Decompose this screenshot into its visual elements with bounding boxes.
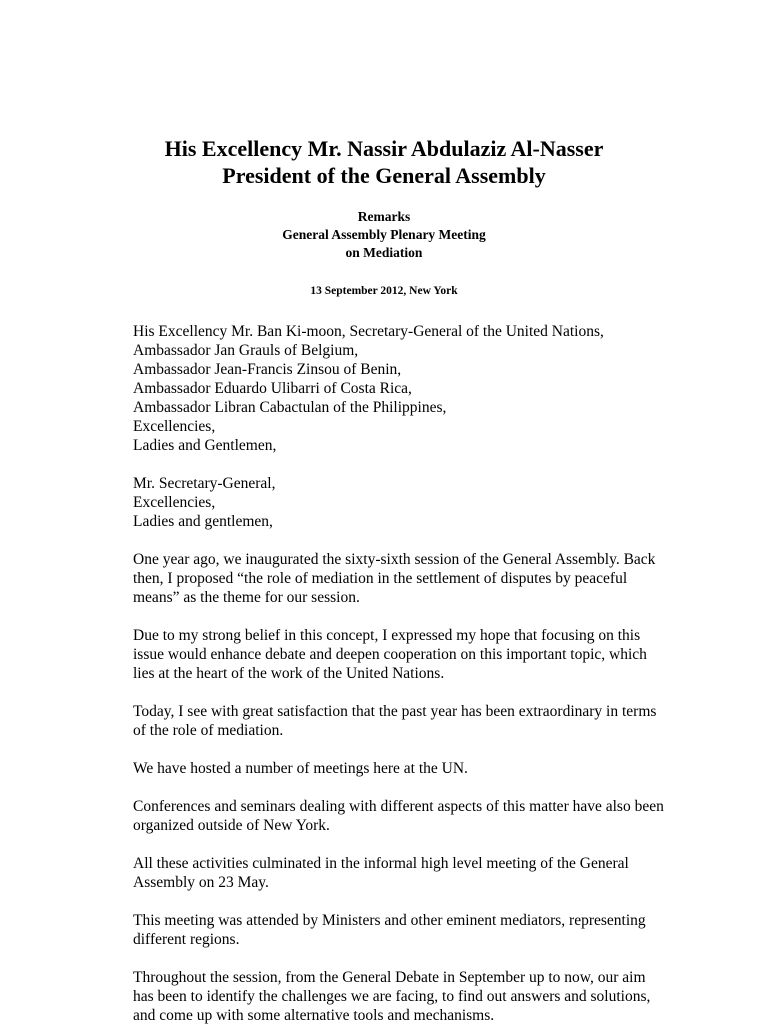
paragraph-line: different regions. [133, 931, 240, 948]
paragraph-line: Conferences and seminars dealing with different aspects of this matter have also been [133, 798, 664, 815]
paragraph-line: All these activities culminated in the informal high level meeting of the General [133, 855, 629, 872]
document-title-line1: His Excellency Mr. Nassir Abdulaziz Al-Nasser [164, 136, 604, 161]
paragraph [133, 626, 653, 683]
paragraph-line: organized outside of New York. [133, 817, 330, 834]
paragraph [133, 968, 653, 1025]
paragraph [133, 759, 653, 778]
salutation-line: Excellencies, [133, 418, 216, 435]
paragraph-line: has been to identify the challenges we are facing, to find out answers and solutions, [133, 988, 651, 1005]
paragraph-line: Throughout the session, from the General Debate in September up to now, our aim [133, 969, 646, 986]
paragraph-line: issue would enhance debate and deepen cooperation on this important topic, which [133, 646, 647, 663]
paragraph-line: This meeting was attended by Ministers and other eminent mediators, representing [133, 912, 646, 929]
paragraph [133, 550, 656, 607]
paragraph-line: One year ago, we inaugurated the sixty-sixth session of the General Assembly. Back [133, 551, 656, 568]
paragraph-line: then, I proposed “the role of mediation in the settlement of disputes by peaceful [133, 570, 628, 587]
paragraph [133, 854, 653, 892]
subtitle-remarks: Remarks [357, 209, 411, 224]
salutation-line: His Excellency Mr. Ban Ki-moon, Secretary-General of the United Nations, [133, 323, 604, 340]
salutation-block [133, 322, 653, 455]
document-title-line2: President of the General Assembly [222, 163, 546, 188]
salutation-line: Ambassador Libran Cabactulan of the Philippines, [133, 399, 447, 416]
paragraph-line: Due to my strong belief in this concept, I expressed my hope that focusing on this [133, 627, 641, 644]
subtitle-meeting: General Assembly Plenary Meeting [282, 227, 486, 242]
paragraph-line: means” as the theme for our session. [133, 589, 360, 606]
subtitle-topic: on Mediation [345, 245, 423, 260]
salutation-line: Excellencies, [133, 494, 216, 511]
paragraph [133, 797, 664, 835]
salutation-line: Ambassador Eduardo Ulibarri of Costa Rica, [133, 380, 412, 397]
paragraph-line: We have hosted a number of meetings here at the UN. [133, 760, 468, 777]
paragraph-line: Assembly on 23 May. [133, 874, 269, 891]
salutation-line: Ladies and gentlemen, [133, 513, 273, 530]
document-date: 13 September 2012, New York [310, 285, 458, 297]
paragraph-line: lies at the heart of the work of the United Nations. [133, 665, 445, 682]
paragraph [133, 702, 657, 740]
paragraph-line: of the role of mediation. [133, 722, 284, 739]
salutation-line: Ambassador Jean-Francis Zinsou of Benin, [133, 361, 402, 378]
salutation-line: Ladies and Gentlemen, [133, 437, 277, 454]
salutation-block-2 [133, 474, 653, 531]
salutation-line: Mr. Secretary-General, [133, 475, 276, 492]
paragraph-line: and come up with some alternative tools and mechanisms. [133, 1007, 495, 1024]
salutation-line: Ambassador Jan Grauls of Belgium, [133, 342, 359, 359]
paragraph [133, 911, 653, 949]
paragraph-line: Today, I see with great satisfaction that the past year has been extraordinary in terms [133, 703, 657, 720]
